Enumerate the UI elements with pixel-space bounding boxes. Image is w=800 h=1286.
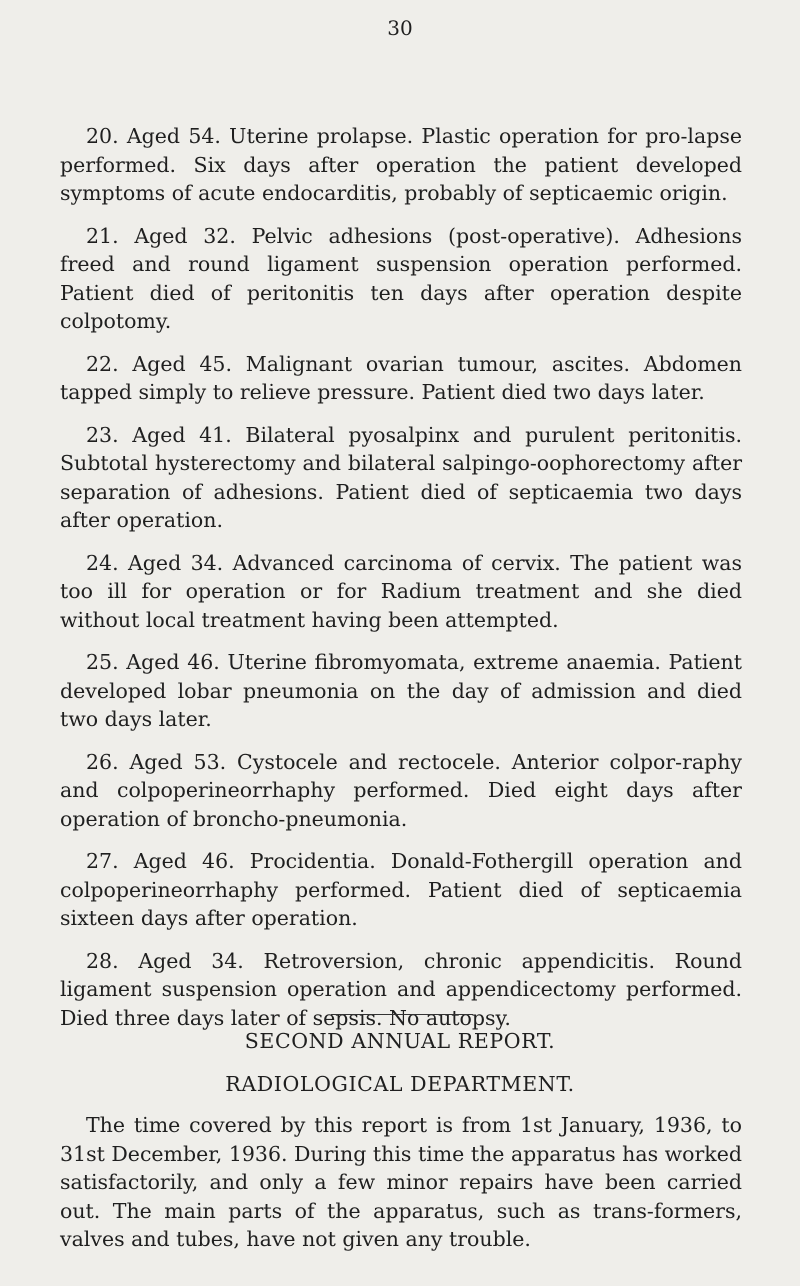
case-entry-25: 25. Aged 46. Uterine fibromyomata, extreme anaemia. Patient developed lobar pneumonia on the day of admission and died two days later.	[60, 650, 742, 731]
case-entry-20: 20. Aged 54. Uterine prolapse. Plastic operation for pro-lapse performed. Six days after operation the patient developed symptoms of acute endocarditis, probably of septicaemic origin.	[60, 124, 742, 205]
report-title: SECOND ANNUAL REPORT.	[244, 1029, 556, 1053]
case-entries	[60, 122, 742, 1046]
section-divider	[331, 1014, 473, 1015]
department-heading: RADIOLOGICAL DEPARTMENT.	[225, 1072, 575, 1096]
case-entry-22: 22. Aged 45. Malignant ovarian tumour, ascites. Abdomen tapped simply to relieve pressure. Patient died two days later.	[60, 351, 742, 404]
case-entry-26: 26. Aged 53. Cystocele and rectocele. Anterior colpor-raphy and colpoperineorrhaphy performed. Died eight days after operation of broncho-pneumonia.	[60, 749, 742, 831]
case-entry-27: 27. Aged 46. Procidentia. Donald-Fothergill operation and colpoperineorrhaphy performed. Patient died of septicaemia sixteen days after operation.	[60, 849, 742, 930]
case-entry-24: 24. Aged 34. Advanced carcinoma of cervix. The patient was too ill for operation or for Radium treatment and she died without local treatment having been attempted.	[60, 550, 742, 632]
case-entry-28: 28. Aged 34. Retroversion, chronic appendicitis. Round ligament suspension operation and appendicectomy performed. Died three days later of sepsis. No autopsy.	[60, 948, 742, 1030]
page-number: 30	[387, 16, 413, 40]
report-paragraph: The time covered by this report is from 1st January, 1936, to 31st December, 1936. During this time the apparatus has worked satisfactorily, and only a few minor repairs have been carried out. The main parts of the apparatus, such as trans-formers, valves and tubes, have not given any trouble.	[60, 1113, 742, 1251]
case-entry-21: 21. Aged 32. Pelvic adhesions (post-operative). Adhesions freed and round ligament suspension operation performed. Patient died of peritonitis ten days after operation despite colpotomy.	[60, 223, 742, 333]
case-entry-23: 23. Aged 41. Bilateral pyosalpinx and purulent peritonitis. Subtotal hysterectomy and bilateral salpingo-oophorectomy after separation of adhesions. Patient died of septicaemia two days after operation.	[60, 422, 742, 532]
